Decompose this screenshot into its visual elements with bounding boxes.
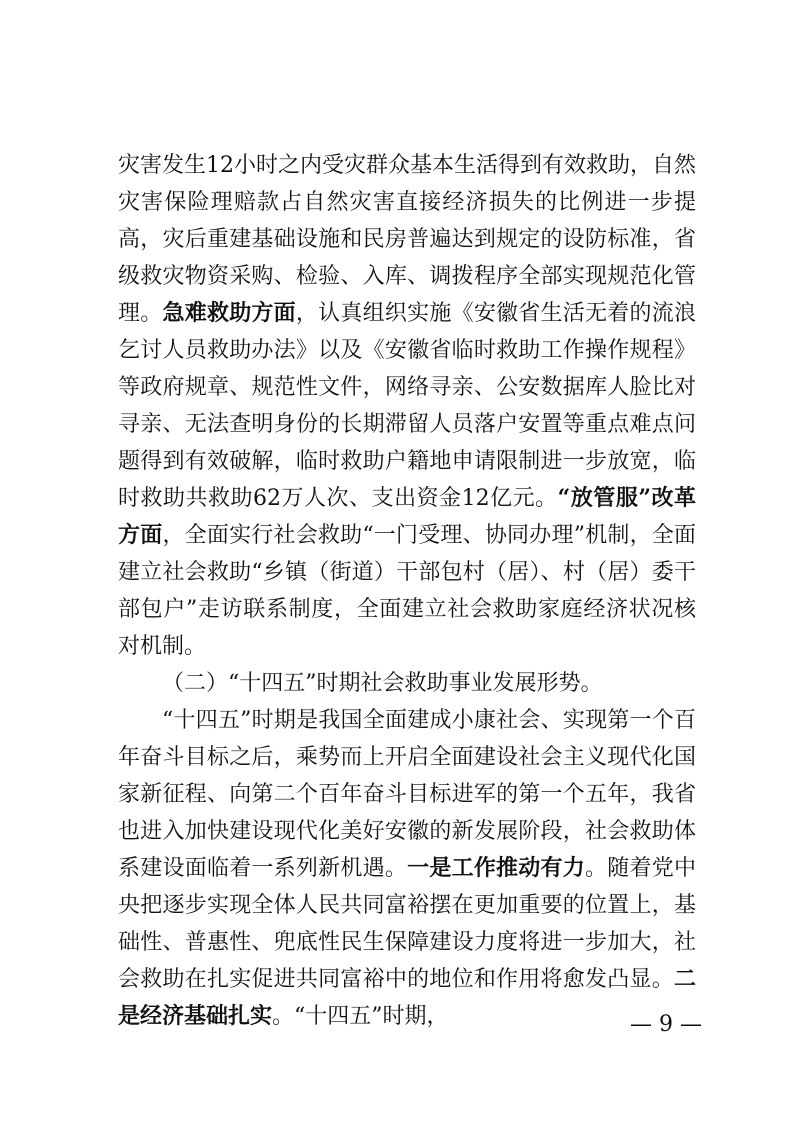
page-number: — 9 — (630, 1012, 702, 1037)
point-two-heading: 二是经济基础扎实 (118, 966, 696, 1029)
document-body (118, 147, 696, 1035)
point-one-heading: 一是工作推动有力 (407, 855, 586, 881)
text-run: 。随着党中央把逐步实现全体人民共同富裕摆在更加重要的位置上，基础性、普惠性、兜底性民生保障建设力度将进一步加大，社会救助在扎实促进共同富裕中的地位和作用将愈发凸显。 (118, 856, 696, 992)
section-heading-text: （二）“十四五”时期社会救助事业发展形势。 (162, 671, 603, 696)
text-run: 灾害发生12小时之内受灾群众基本生活得到有效救助，自然灾害保险理赔款占自然灾害直接经济损失的比例进一步提高，灾后重建基础设施和民房普遍达到规定的设防标准，省级救灾物资采购、检验、入库、调拨程序全部实现规范化管理。 (118, 153, 696, 326)
heading-reform: “放管服”改革方面 (118, 485, 696, 548)
text-run: “十四五”时期是我国全面建成小康社会、实现第一个百年奋斗目标之后，乘势而上开启全面建设社会主义现代化国家新征程、向第二个百年奋斗目标进军的第一个五年，我省也进入加快建设现代化美好安徽的新发展阶段，社会救助体系建设面临着一系列新机遇。 (118, 708, 696, 881)
text-run: ，认真组织实施《安徽省生活无着的流浪乞讨人员救助办法》以及《安徽省临时救助工作操作规程》等政府规章、规范性文件，网络寻亲、公安数据库人脸比对寻亲、无法查明身份的长期滞留人员落户安置等重点难点问题得到有效破解，临时救助户籍地申请限制进一步放宽，临时救助共救助62万人次、支出资金12亿元。 (118, 301, 696, 511)
paragraph-development-situation (118, 702, 696, 1035)
section-heading (118, 665, 696, 702)
heading-emergency-relief: 急难救助方面 (162, 300, 296, 326)
text-run: ，全面实行社会救助“一门受理、协同办理”机制，全面建立社会救助“乡镇（街道）干部包村（居）、村（居）委干部包户”走访联系制度，全面建立社会救助家庭经济状况核对机制。 (118, 523, 696, 659)
paragraph-disaster-and-emergency-relief (118, 147, 696, 665)
text-run: 。“十四五”时期， (272, 1004, 449, 1029)
